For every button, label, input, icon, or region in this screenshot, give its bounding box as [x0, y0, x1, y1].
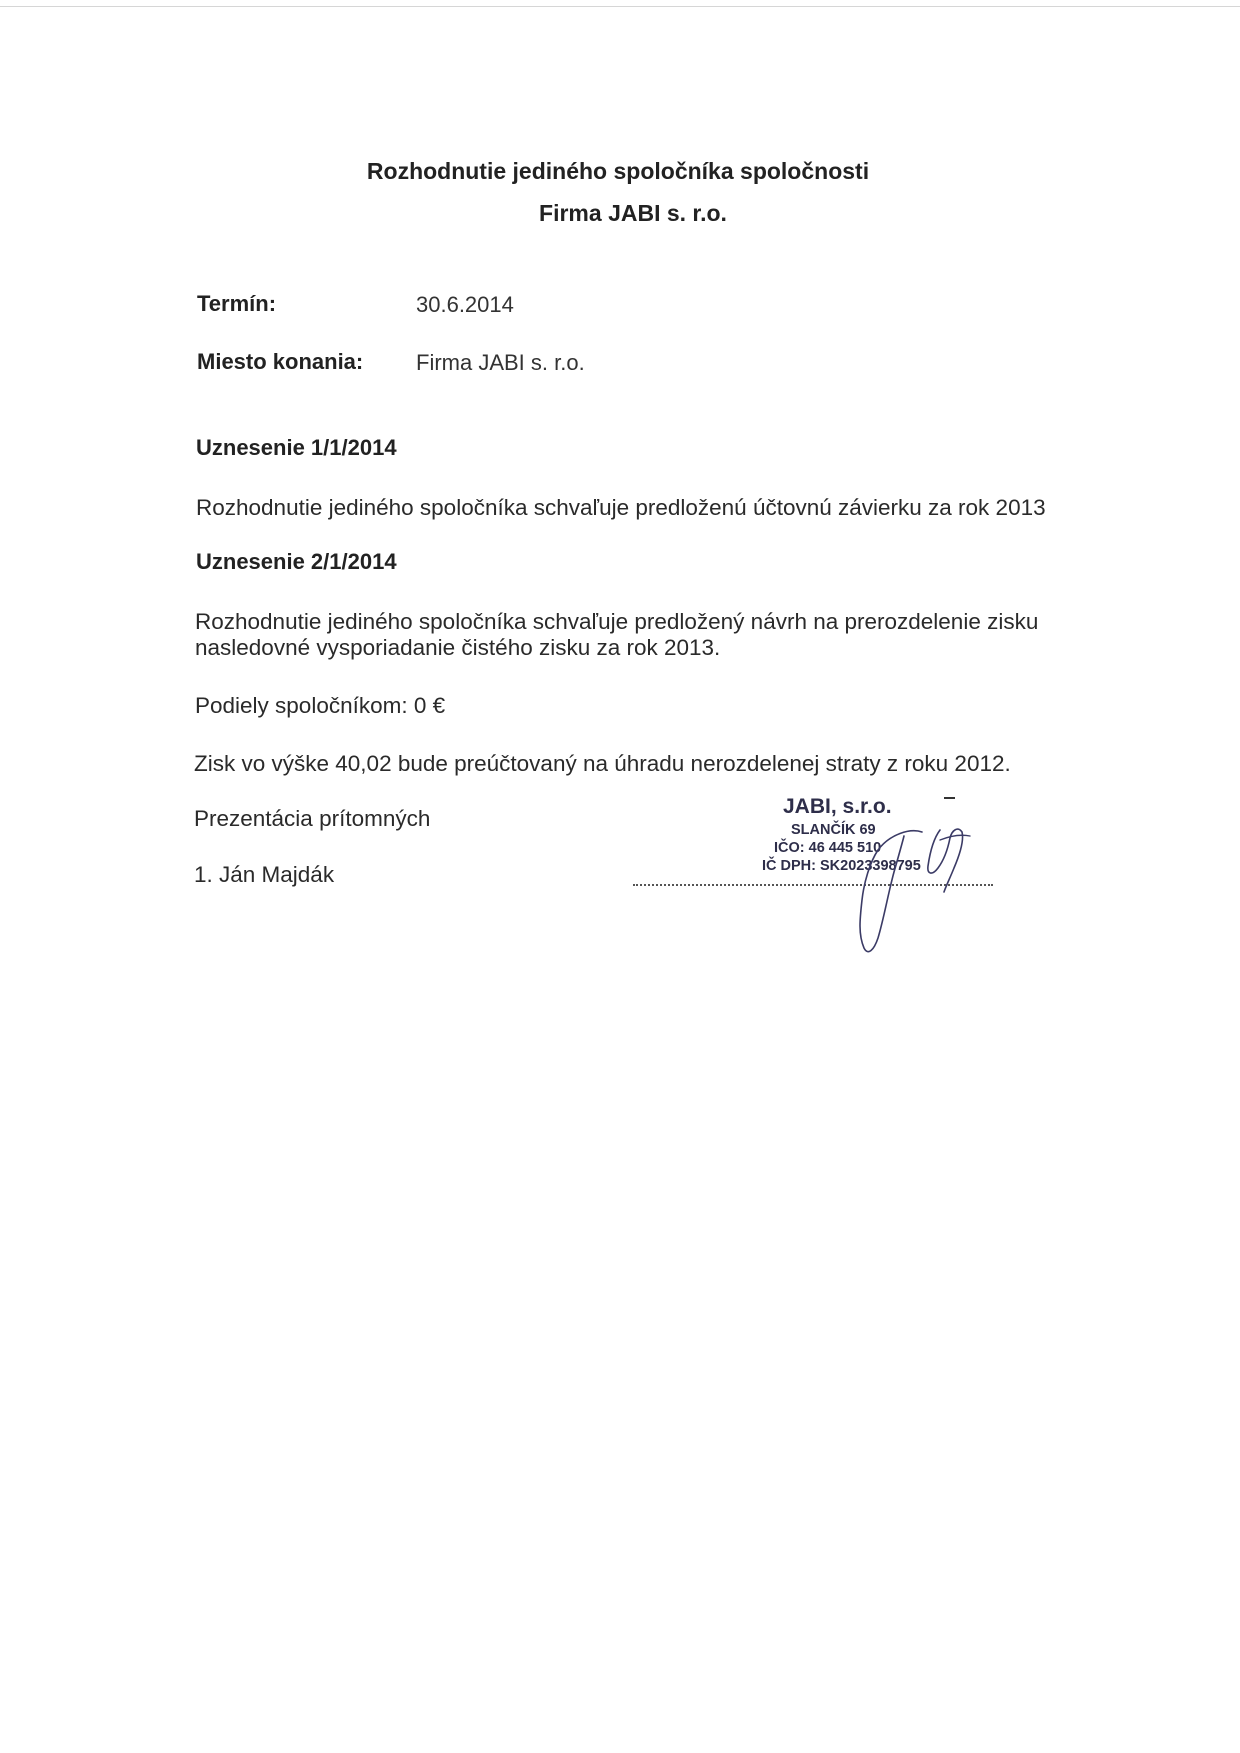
stamp-company-name: JABI, s.r.o.	[783, 795, 892, 818]
stamp-dic: IČ DPH: SK2023398795	[762, 858, 921, 874]
podiely-text: Podiely spoločníkom: 0 €	[195, 693, 446, 718]
stamp-ico: IČO: 46 445 510	[774, 840, 882, 856]
resolution-1-text: Rozhodnutie jediného spoločníka schvaľuje predloženú účtovnú závierku za rok 2013	[196, 495, 1046, 520]
termin-label: Termín:	[197, 291, 277, 316]
document-title: Rozhodnutie jediného spoločníka spoločnosti	[366, 158, 870, 184]
stamp-dash	[944, 797, 955, 799]
resolution-2-text-line1: Rozhodnutie jediného spoločníka schvaľuje predložený návrh na prerozdelenie zisku	[195, 609, 1039, 634]
zisk-text: Zisk vo výške 40,02 bude preúčtovaný na úhradu nerozdelenej straty z roku 2012.	[194, 751, 1011, 776]
stamp-address: SLANČÍK 69	[791, 822, 876, 838]
termin-value: 30.6.2014	[416, 292, 514, 317]
company-name-title: Firma JABI s. r.o.	[539, 200, 727, 226]
scan-edge-line	[0, 6, 1240, 7]
miesto-value: Firma JABI s. r.o.	[416, 350, 585, 375]
handwritten-signature	[840, 810, 1000, 960]
miesto-label: Miesto konania:	[197, 349, 364, 374]
resolution-2-heading: Uznesenie 2/1/2014	[196, 549, 397, 574]
prezentacia-text: Prezentácia prítomných	[194, 806, 431, 831]
attendee-item: 1. Ján Majdák	[194, 862, 335, 887]
resolution-1-heading: Uznesenie 1/1/2014	[196, 435, 397, 460]
resolution-2-text-line2: nasledovné vysporiadanie čistého zisku za rok 2013.	[195, 635, 721, 660]
